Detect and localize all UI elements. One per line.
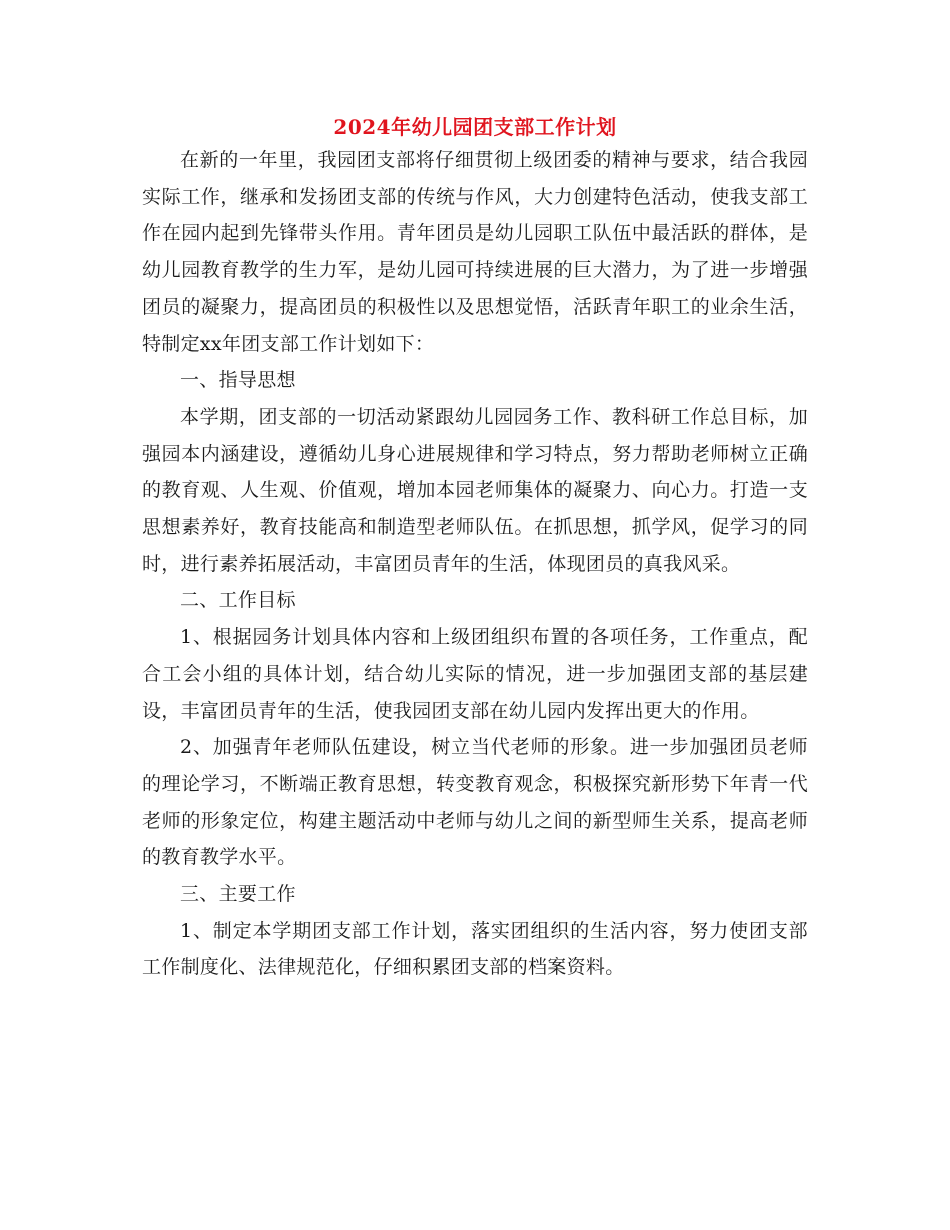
work-goal-item-2: 2、加强青年老师队伍建设，树立当代老师的形象。进一步加强团员老师的理论学习，不断端正教育思想，转变教育观念，积极探究新形势下年青一代老师的形象定位，构建主题活动中老师与幼儿之间的新型师生关系，提高老师的教育教学水平。 — [142, 736, 808, 869]
work-goal-item-1: 1、根据园务计划具体内容和上级团组织布置的各项任务，工作重点，配合工会小组的具体计划，结合幼儿实际的情况，进一步加强团支部的基层建设，丰富团员青年的生活，使我园团支部在幼儿园内发挥出更大的作用。 — [142, 626, 808, 722]
section-heading-main-work: 三、主要工作 — [180, 883, 296, 906]
document-title: 2024年幼儿园团支部工作计划 — [333, 115, 617, 139]
main-work-item-1: 1、制定本学期团支部工作计划，落实团组织的生活内容，努力使团支部工作制度化、法律规范化，仔细积累团支部的档案资料。 — [142, 919, 808, 979]
guiding-thought-paragraph: 本学期，团支部的一切活动紧跟幼儿园园务工作、教科研工作总目标，加强园本内涵建设，遵循幼儿身心进展规律和学习特点，努力帮助老师树立正确的教育观、人生观、价值观，增加本园老师集体的凝聚力、向心力。打造一支思想素养好，教育技能高和制造型老师队伍。在抓思想，抓学风，促学习的同时，进行素养拓展活动，丰富团员青年的生活，体现团员的真我风采。 — [142, 405, 808, 575]
section-heading-work-goals: 二、工作目标 — [180, 589, 296, 612]
document-content — [142, 112, 808, 986]
section-heading-guiding-thought: 一、指导思想 — [180, 369, 296, 392]
intro-paragraph: 在新的一年里，我园团支部将仔细贯彻上级团委的精神与要求，结合我园实际工作，继承和发扬团支部的传统与作风，大力创建特色活动，使我支部工作在园内起到先锋带头作用。青年团员是幼儿园职工队伍中最活跃的群体，是幼儿园教育教学的生力军，是幼儿园可持续进展的巨大潜力，为了进一步增强团员的凝聚力，提高团员的积极性以及思想觉悟，活跃青年职工的业余生活，特制定xx年团支部工作计划如下： — [142, 149, 808, 355]
